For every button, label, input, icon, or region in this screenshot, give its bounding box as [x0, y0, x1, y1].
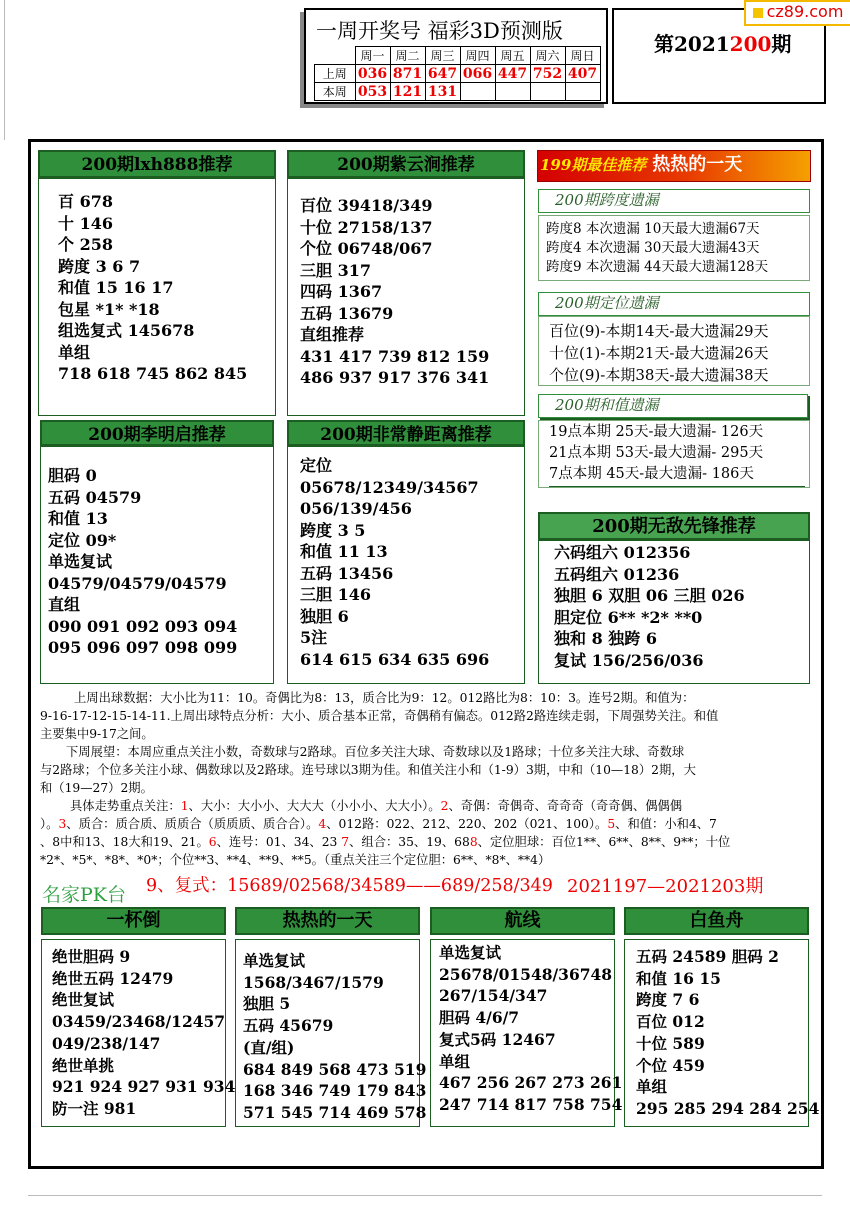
pk-compound-line: 9、复式：15689/02568/34589——689/258/349 [146, 876, 553, 896]
draw-number: 752 [530, 65, 565, 83]
draw-number [495, 83, 530, 101]
pk-panel-title: 热热的一天 [235, 907, 420, 935]
lxh888-panel [38, 178, 276, 416]
draw-number: 066 [460, 65, 495, 83]
focus-line: ）。3、质合：质合质、质质合（质质质、质合合）。4、012路：022、212、220、202（021、100）。5、和值：小和4、7 [40, 817, 717, 831]
weekday: 周六 [530, 47, 565, 65]
top-left-rule [0, 0, 5, 140]
this-week-label: 本周 [315, 83, 356, 101]
weekday: 周五 [495, 47, 530, 65]
draw-number: 036 [355, 65, 390, 83]
span-miss-title: 200期跨度遗漏 [538, 189, 810, 213]
pk-panel: 五码 24589 胆码 2 和值 16 15 跨度 7 6 百位 012 十位 589 个位 459 单组 295 285 294 284 254 [624, 939, 809, 1127]
draw-number: 447 [495, 65, 530, 83]
fcjjl-lines: 定位 05678/12349/34567 056/139/456 跨度 3 5 和值 11 13 五码 13456 三胆 146 独胆 6 5注 614 615 634 635 696 [300, 456, 490, 669]
draw-number: 131 [425, 83, 460, 101]
lmq-title: 200期李明启推荐 [40, 420, 274, 446]
fcjjl-title: 200期非常静距离推荐 [287, 420, 525, 446]
focus-line: *2*、*5*、*8*、*0*；个位**3、**4、**9、**5。（重点关注三个定位胆：6**、*8*、**4） [40, 853, 551, 867]
weekday: 周三 [425, 47, 460, 65]
site-logo[interactable]: cz89.com [744, 0, 850, 26]
lmq-panel [40, 446, 274, 684]
weekly-draw-box [304, 8, 608, 104]
weekday: 周日 [565, 47, 600, 65]
wdxf-lines: 六码组六 012356 五码组六 01236 独胆 6 双胆 06 三胆 026 胆定位 6** *2* **0 独和 8 独跨 6 复试 156/256/036 [554, 543, 745, 670]
pk-range: 2021197—2021203期 [567, 876, 764, 897]
draw-number [565, 83, 600, 101]
weekday: 周二 [390, 47, 425, 65]
pk-panel-title: 白鱼舟 [624, 907, 809, 935]
pk-panel: 单选复试 1568/3467/1579 独胆 5 五码 45679 (直/组) 684 849 568 473 519 168 346 749 179 843 571 545 714 469 578 [235, 939, 420, 1127]
position-miss-title: 200期定位遗漏 [538, 292, 810, 316]
draw-number [530, 83, 565, 101]
span-miss-rows: 跨度8 本次遗漏 10天最大遗漏67天 跨度4 本次遗漏 30天最大遗漏43天 跨度9 本次遗漏 44天最大遗漏128天 [546, 221, 769, 275]
focus-line: 、8中和13、18大和19、21。6、连号：01、34、23 7、组合：35、19、688、定位胆球：百位1**、6**、8**、9**；十位 [40, 835, 731, 849]
lmq-lines: 胆码 0 五码 04579 和值 13 定位 09* 单选复试 04579/04579/04579 直组 090 091 092 093 094 095 096 097 098 099 [48, 466, 238, 657]
sum-miss-panel [538, 420, 810, 488]
sum-miss-underline [549, 486, 805, 487]
wdxf-title: 200期无敌先锋推荐 [538, 512, 810, 540]
fcjjl-panel [287, 446, 525, 684]
draw-number: 121 [390, 83, 425, 101]
pk-panel: 单选复试 25678/01548/36748 267/154/347 胆码 4/6/7 复式5码 12467 单组 467 256 267 273 261 247 714 817 758 754 [430, 939, 615, 1127]
zyd-panel [287, 178, 525, 416]
span-miss-panel [538, 215, 810, 281]
analysis-text: 上周出球数据：大小比为11：10。奇偶比为8：13，质合比为9：12。012路比为8：10：3。连号2期。和值为： 9-16-17-12-15-14-11.上周出球特点分析：大小、质合基本正常，奇偶稍有偏态。012路2路连续走弱，下周强势关注。和值 主要集中9-17之间。 下周展望：本周应重点关注小数，奇数球与2路球。百位多关注大球、奇数球以及1路球；十位多关注大球、奇数球 与2路球；个位多关注小球、偶数球以及2路球。连号球以3期为佳。和值关注小和（1-9）3期，中和（10—18）2期，大 和（19—27）2期。 具体走势重点关注：1、大小：大小小、大大大（小小小、大大小）。2、奇偶：奇偶奇、奇奇奇（奇奇偶、偶偶偶 ）。3、质合：质合质、质质合（质质质、质合合）。4、012路：022、212、220、202（021、100）。5、和值：小和4、7 、8中和13、18大和19、21。6、连号：01、34、23 7、组合：35、19、688、定位胆球：百位1**、6**、8**、9**；十位 *2*、*5*、*8*、*0*；个位**3、**4、**9、**5。（重点关注三个定位胆：6**、*8*、**4） [40, 691, 731, 867]
zyd-lines: 百位 39418/349 十位 27158/137 个位 06748/067 三胆 317 四码 1367 五码 13679 直组推荐 431 417 739 812 159 486 937 917 376 341 [300, 196, 490, 387]
zyd-title: 200期紫云涧推荐 [287, 150, 525, 178]
pk-panel-title: 航线 [430, 907, 615, 935]
last-week-label: 上周 [315, 65, 356, 83]
period-label: 第2021200期 [654, 32, 792, 56]
weekly-draw-table [314, 46, 601, 101]
pk-panel-title: 一杯倒 [41, 907, 226, 935]
lxh888-title: 200期lxh888推荐 [38, 150, 276, 178]
lxh888-lines: 百 678 十 146 个 258 跨度 3 6 7 和值 15 16 17 包星 *1* *18 组选复式 145678 单组 718 618 745 862 845 [58, 192, 248, 383]
header-title: 一周开奖号 福彩3D预测版 [316, 19, 563, 43]
draw-number: 647 [425, 65, 460, 83]
position-miss-panel [538, 316, 810, 386]
bottom-rule [28, 1195, 822, 1196]
focus-line: 具体走势重点关注：1、大小：大小小、大大大（小小小、大大小）。2、奇偶：奇偶奇、奇奇奇（奇奇偶、偶偶偶 [70, 799, 683, 813]
logo-square-icon [753, 8, 763, 18]
draw-number [460, 83, 495, 101]
best-recommend-banner: 199期最佳推荐 热热的一天 [537, 150, 811, 182]
sum-miss-rows: 19点本期 25天-最大遗漏- 126天 21点本期 53天-最大遗漏- 295天 7点本期 45天-最大遗漏- 186天 [549, 424, 764, 482]
sum-miss-title: 200期和值遗漏 [538, 394, 808, 418]
draw-number: 053 [355, 83, 390, 101]
draw-number: 871 [390, 65, 425, 83]
draw-number: 407 [565, 65, 600, 83]
position-miss-rows: 百位(9)-本期14天-最大遗漏29天 十位(1)-本期21天-最大遗漏26天 个位(9)-本期38天-最大遗漏38天 [549, 322, 769, 384]
wdxf-panel [538, 540, 810, 684]
weekday: 周一 [355, 47, 390, 65]
weekday: 周四 [460, 47, 495, 65]
pk-panel: 绝世胆码 9 绝世五码 12479 绝世复试 03459/23468/12457 049/238/147 绝世单挑 921 924 927 931 934 防一注 981 [41, 939, 226, 1127]
pk-title: 名家PK台 [42, 884, 126, 906]
